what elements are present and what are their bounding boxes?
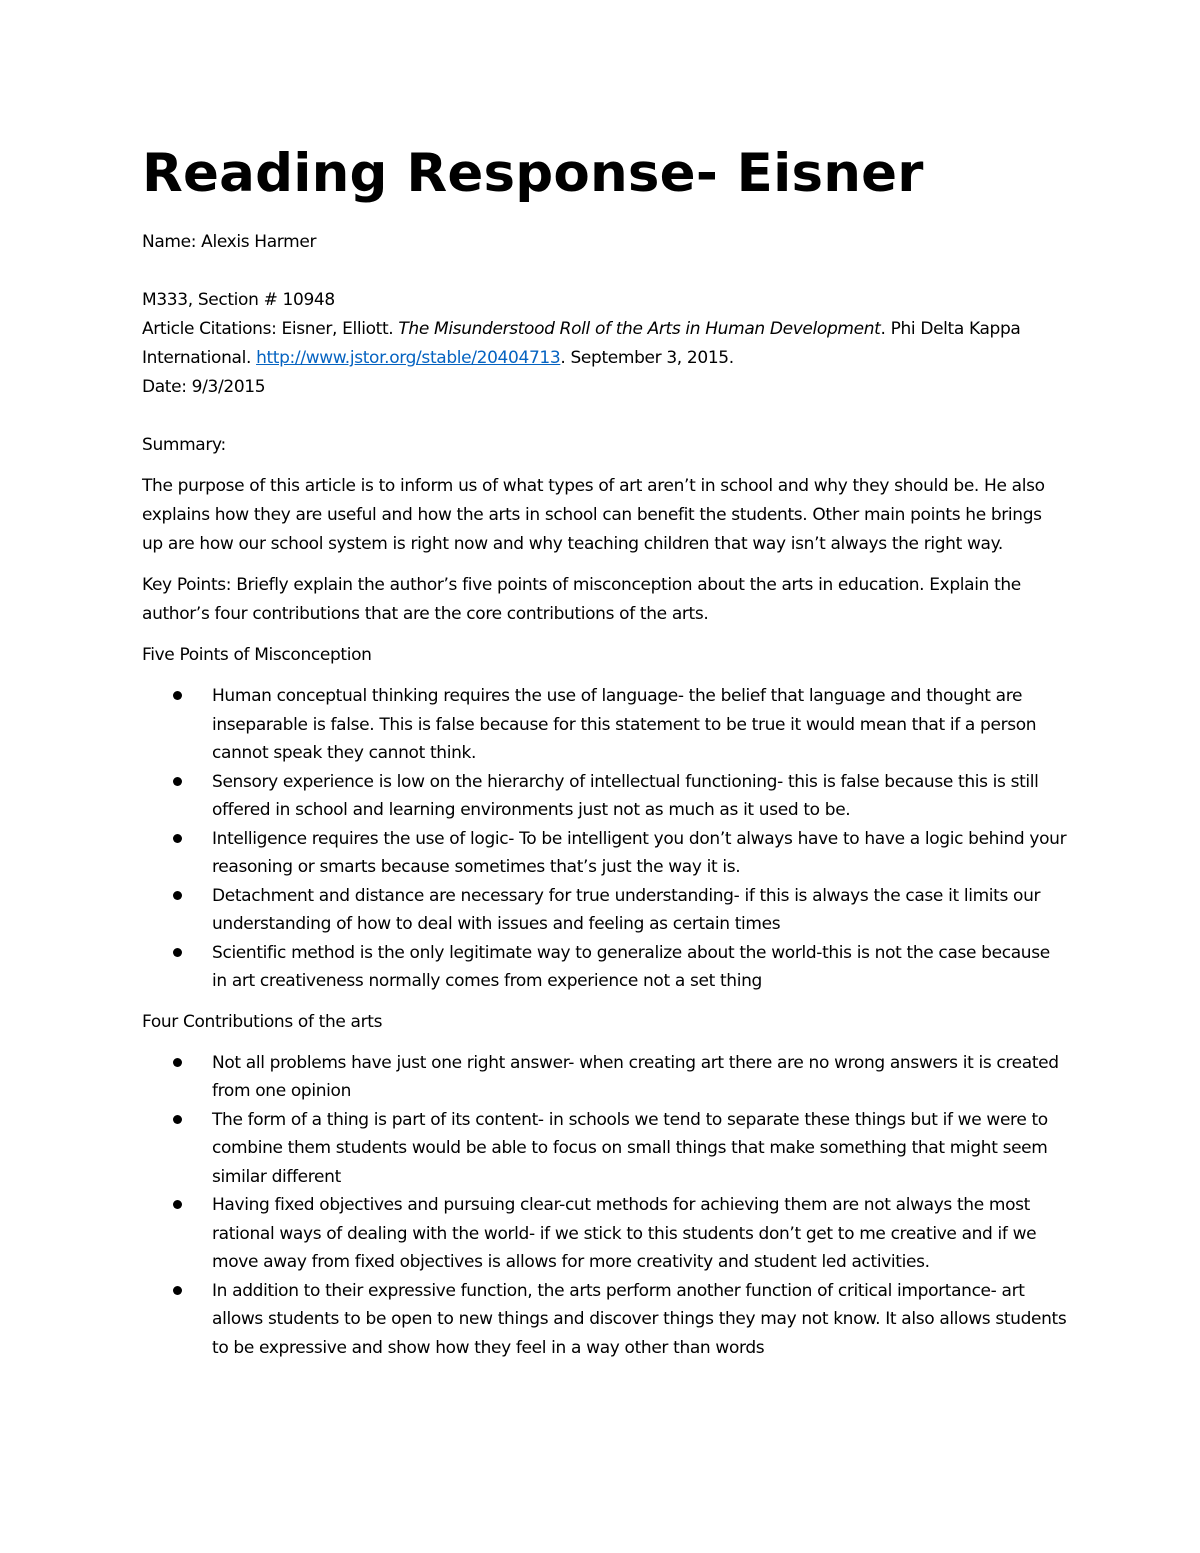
citation-suffix: . September 3, 2015. (560, 348, 734, 368)
article-citation (142, 315, 1067, 373)
document-title: Reading Response- Eisner (142, 143, 924, 204)
citation-prefix: Article Citations: Eisner, Elliott. (142, 319, 399, 339)
list-item-text: Sensory experience is low on the hierarchy of intellectual functioning- this is false because this is still offered in school and learning environments just not as much as it used to be. (212, 771, 1039, 820)
document-page (142, 142, 1067, 1362)
student-name: Name: Alexis Harmer (142, 232, 317, 252)
citation-link[interactable]: http://www.jstor.org/stable/20404713 (256, 348, 561, 368)
list-item-text: Human conceptual thinking requires the use of language- the belief that language and thought are inseparable is false. This is false because for this statement to be true it would mean that if a person cannot speak they cannot think. (212, 686, 1037, 763)
bullet-icon (173, 1200, 182, 1209)
spacer (142, 996, 1067, 1008)
list-item (142, 825, 1067, 882)
summary-heading: Summary: (142, 435, 226, 455)
contributions-heading: Four Contributions of the arts (142, 1011, 383, 1032)
spacer (142, 670, 1067, 682)
misconceptions-heading: Five Points of Misconception (142, 645, 372, 665)
spacer (142, 257, 1067, 286)
spacer (142, 629, 1067, 641)
bullet-icon (173, 1115, 182, 1124)
contributions-list (142, 1049, 1067, 1363)
list-item-text: The form of a thing is part of its content- in schools we tend to separate these things but if we were to combine them students would be able to focus on small things that make something that might seem similar different (212, 1109, 1048, 1187)
list-item (142, 1049, 1067, 1106)
list-item-text: Not all problems have just one right answer- when creating art there are no wrong answers it is created from one opinion (212, 1052, 1059, 1101)
bullet-icon (173, 834, 182, 843)
bullet-icon (173, 1058, 182, 1067)
date-line: Date: 9/3/2015 (142, 377, 266, 397)
list-item-text: Having fixed objectives and pursuing clear-cut methods for achieving them are not always the most rational ways of dealing with the world- if we stick to this students don’t get to me creative and if we move away from fixed objectives is allows for more creativity and student led activities. (212, 1195, 1037, 1272)
bullet-icon (173, 948, 182, 957)
spacer (142, 1037, 1067, 1049)
list-item (142, 939, 1067, 996)
list-item-text: Scientific method is the only legitimate way to generalize about the world-this is not the case because in art creativeness normally comes from experience not a set thing (212, 942, 1050, 991)
list-item (142, 682, 1067, 768)
list-item (142, 1277, 1067, 1363)
bullet-icon (173, 1286, 182, 1295)
spacer (142, 402, 1067, 431)
bullet-icon (173, 891, 182, 900)
key-points-paragraph: Key Points: Briefly explain the author’s five points of misconception about the arts in education. Explain the author’s four contributions that are the core contributions of the arts. (142, 575, 1021, 624)
list-item-text: Detachment and distance are necessary for true understanding- if this is always the case it limits our understanding of how to deal with issues and feeling as certain times (212, 885, 1041, 934)
bullet-icon (173, 691, 182, 700)
course-section: M333, Section # 10948 (142, 290, 335, 310)
summary-paragraph: The purpose of this article is to inform us of what types of art aren’t in school and why they should be. He also explains how they are useful and how the arts in school can benefit the students. Other main points he brings up are how our school system is right now and why teaching children that way isn’t always the right way. (142, 476, 1045, 554)
spacer (142, 559, 1067, 571)
list-item (142, 1191, 1067, 1277)
bullet-icon (173, 777, 182, 786)
spacer (142, 460, 1067, 472)
list-item-text: In addition to their expressive function, the arts perform another function of critical importance- art allows students to be open to new things and discover things they may not know. It also allows students to be expressive and show how they feel in a way other than words (212, 1280, 1067, 1358)
citation-work-title: The Misunderstood Roll of the Arts in Human Development (398, 319, 881, 339)
list-item (142, 1106, 1067, 1192)
list-item-text: Intelligence requires the use of logic- To be intelligent you don’t always have to have a logic behind your reasoning or smarts because sometimes that’s just the way it is. (212, 828, 1067, 877)
list-item (142, 882, 1067, 939)
misconceptions-list (142, 682, 1067, 996)
list-item (142, 768, 1067, 825)
citation-publisher: . Phi Delta Kappa International. (142, 319, 1021, 368)
